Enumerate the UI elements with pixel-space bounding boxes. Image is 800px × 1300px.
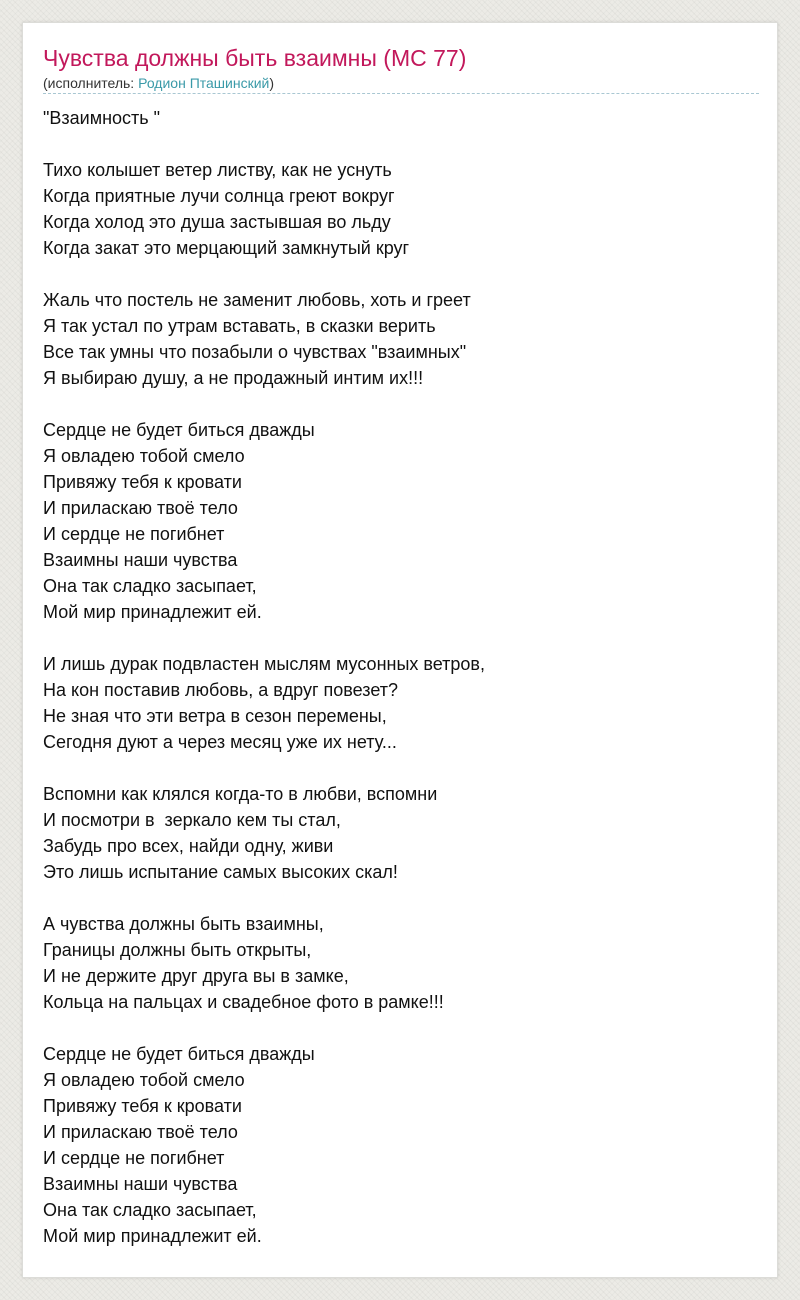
lyric-line: "Взаимность " (43, 108, 161, 128)
stanza-break (43, 1015, 759, 1041)
lyric-line: Границы должны быть открыты, (43, 940, 312, 960)
lyric-line: Мой мир принадлежит ей. (43, 602, 262, 622)
lyric-line: Я овладею тобой смело (43, 446, 245, 466)
lyric-line: И сердце не погибнет (43, 524, 225, 544)
lyric-line: И приласкаю твоё тело (43, 498, 238, 518)
header-divider (43, 93, 759, 94)
artist-prefix: (исполнитель: (43, 75, 139, 91)
lyric-line: Вспомни как клялся когда-то в любви, вспомни (43, 784, 438, 804)
lyric-line: На кон поставив любовь, а вдруг повезет? (43, 680, 398, 700)
lyric-line: Привяжу тебя к кровати (43, 1096, 242, 1116)
lyric-line: Не зная что эти ветра в сезон перемены, (43, 706, 387, 726)
lyric-line: Когда холод это душа застывшая во льду (43, 212, 391, 232)
lyric-line: Взаимны наши чувства (43, 550, 238, 570)
stanza-break (43, 131, 759, 157)
lyric-line: И посмотри в зеркало кем ты стал, (43, 810, 341, 830)
stanza-break (43, 755, 759, 781)
lyric-line: И не держите друг друга вы в замке, (43, 966, 349, 986)
lyric-line: Все так умны что позабыли о чувствах "взаимных" (43, 342, 467, 362)
artist-link[interactable]: Родион Пташинский (138, 75, 270, 91)
lyric-line: Я овладею тобой смело (43, 1070, 245, 1090)
lyric-line: И сердце не погибнет (43, 1148, 225, 1168)
lyric-line: Когда закат это мерцающий замкнутый круг (43, 238, 410, 258)
lyric-line: Забудь про всех, найди одну, живи (43, 836, 334, 856)
lyric-line: Это лишь испытание самых высоких скал! (43, 862, 398, 882)
lyric-line: Я так устал по утрам вставать, в сказки верить (43, 316, 436, 336)
lyric-line: Мой мир принадлежит ей. (43, 1226, 262, 1246)
lyric-line: А чувства должны быть взаимны, (43, 914, 324, 934)
artist-suffix: ) (269, 75, 275, 91)
lyric-line: Жаль что постель не заменит любовь, хоть и греет (43, 290, 471, 310)
stanza-break (43, 625, 759, 651)
stanza-break (43, 391, 759, 417)
lyrics-body (43, 105, 759, 1249)
lyric-line: И лишь дурак подвластен мыслям мусонных ветров, (43, 654, 485, 674)
artist-line (43, 74, 274, 92)
lyric-line: Сегодня дуют а через месяц уже их нету... (43, 732, 397, 752)
lyric-line: Когда приятные лучи солнца греют вокруг (43, 186, 395, 206)
lyric-line: Я выбираю душу, а не продажный интим их!!! (43, 368, 424, 388)
lyric-line: Взаимны наши чувства (43, 1174, 238, 1194)
lyric-line: Она так сладко засыпает, (43, 576, 257, 596)
lyric-line: И приласкаю твоё тело (43, 1122, 238, 1142)
lyric-line: Кольца на пальцах и свадебное фото в рамке!!! (43, 992, 444, 1012)
song-title: Чувства должны быть взаимны (MC 77) (43, 45, 467, 71)
lyrics-card (22, 22, 778, 1278)
lyric-line: Она так сладко засыпает, (43, 1200, 257, 1220)
lyric-line: Сердце не будет биться дважды (43, 420, 315, 440)
stanza-break (43, 885, 759, 911)
lyric-line: Тихо колышет ветер листву, как не уснуть (43, 160, 392, 180)
lyric-line: Привяжу тебя к кровати (43, 472, 242, 492)
stanza-break (43, 261, 759, 287)
lyric-line: Сердце не будет биться дважды (43, 1044, 315, 1064)
